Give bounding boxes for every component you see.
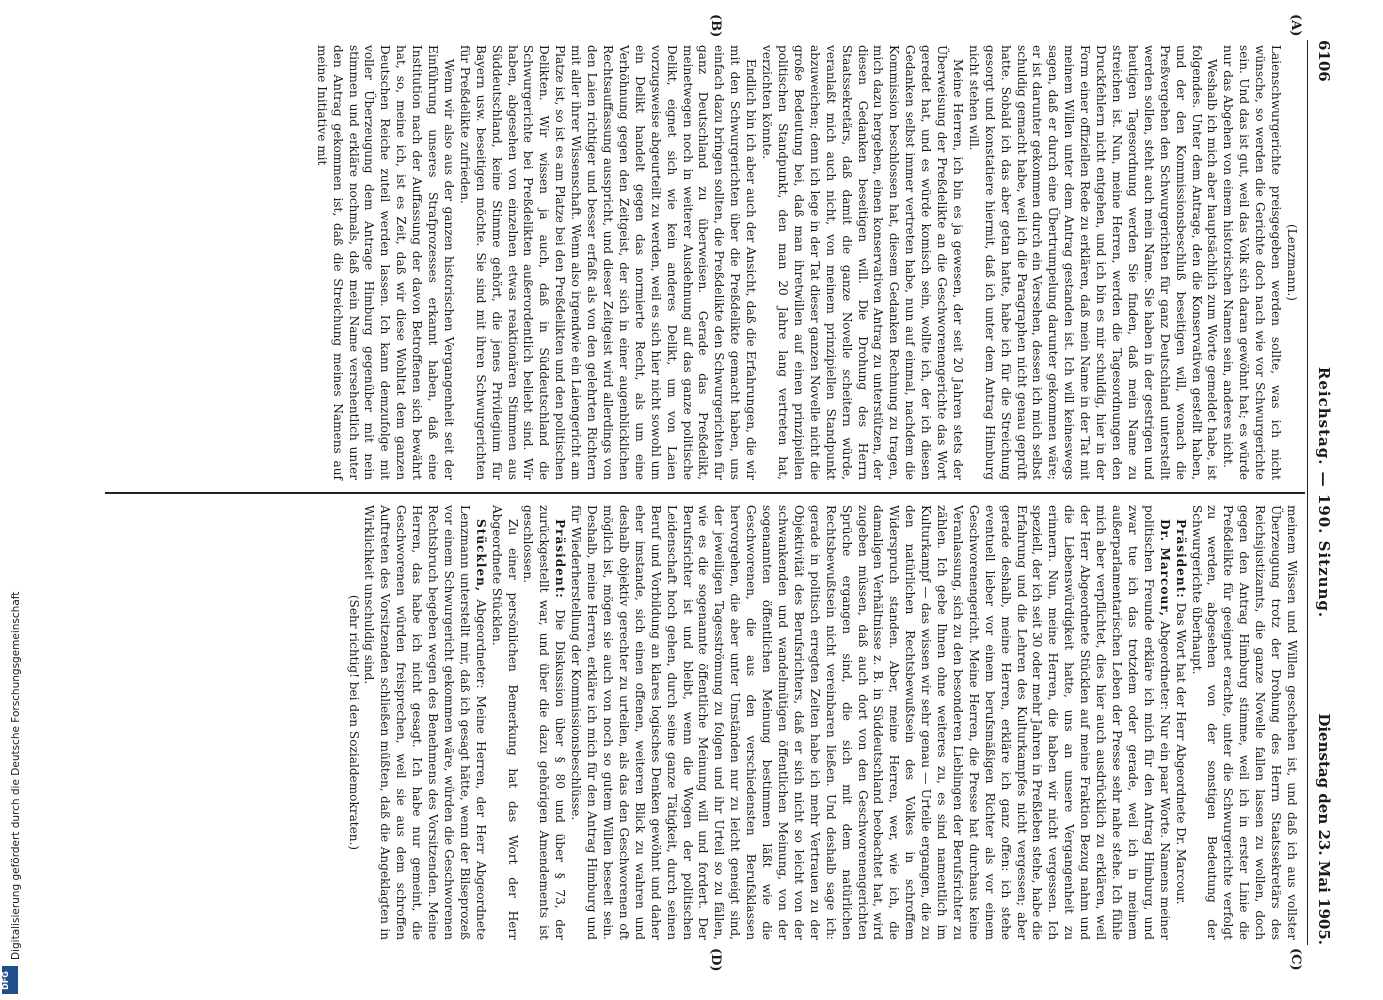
page-header — [1311, 40, 1333, 945]
paragraph: Laienschwurgerichte preisgegeben werden sollte, was ich nicht wünsche, so werden die Gerichte doch nach wie vor Schwurgerichte sein. Und das ist gut, weil das Volk sich daran gewöhnt hat; es würde nur das Abgehen von einem historischen Namen sein, anderes nicht. — [1221, 45, 1284, 480]
closing-remark: (Sehr richtig! bei den Sozialdemokraten.) — [346, 594, 361, 851]
speaker-label: Dr. Marcour, — [1157, 519, 1172, 617]
paragraph: Meine Herren, ich bin es ja gewesen, der seit 20 Jahren stets der Überweisung der Preßdelikte an die Geschworenengerichte das Wort geredet hat, und es würde komisch sein, wollte ich, der ich diesen Gedanken selbst immer vertreten habe, nun auf einmal, nachdem die Kommission beschlossen hat, diesem Gedanken Rechnung zu tragen, mich dazu hergeben, einen konservativen Antrag zu unterstützen, der diesen Gedanken beseitigen will. Die Drohung des Herrn Staatssekretärs, daß damit die ganze Novelle scheitern würde, veranlaßt mich auch nicht, von meinem prinzipiellen Standpunkt abzuweichen; denn ich lege in der Tat dieser ganzen Novelle nicht die große Bedeutung bei, daß man ihretwillen auf einen prinzipiellen politischen Standpunkt, den man 20 Jahre lang vertreten hat, verzichten könnte. — [760, 45, 965, 480]
paragraph: Endlich bin ich aber auch der Ansicht, daß die Erfahrungen, die wir mit den Schwurgerichten über die Preßdelikte gemacht haben, uns einfach dazu bringen sollten, die Preßdelikte den Schwurgerichten für ganz Deutschland zu überweisen. Gerade das Preßdelikt, meinetwegen noch in weiterer Ausdehnung auf das ganze politische Delikt, eignet sich wie kein anderes Delikt, um von Laien vorzugsweise abgeurteilt zu werden, weil es sich hier nicht sowohl um ein Delikt handelt gegen das normierte Recht, als um eine Verhöhnung gegen den Zeitgeist, der sich in einer augenblicklichen Rechtsauffassung ausspricht, und dieser Zeitgeist wird allerdings von den Laien richtiger und besser erfaßt als von den gelehrten Richtern mit aller ihrer Wissenschaft. Wenn also irgendwie ein Laiengericht am Platze ist, so ist es am Platze bei den Preßdelikten und den politischen Delikten. Wir wissen ja auch, daß in Süddeutschland die Schwurgerichte bei Preßdelikten außerordentlich beliebt sind. Wir haben, abgesehen von einzelnen etwas reaktionären Stimmen aus Süddeutschland, keine Stimme gehört, die jenes Privilegium für Bayern usw. beseitigen möchte. Sie sind mit ihren Schwurgerichten für Preßdelikte zufrieden. — [457, 45, 759, 480]
statement-text: Das Wort hat der Herr Abgeordnete Dr. Marcour. — [1173, 602, 1188, 905]
dfg-logo-text: DFG — [0, 971, 10, 990]
paragraph: Weshalb ich mich aber hauptsächlich zum Worte gemeldet habe, ist folgendes. Unter dem Antrage, den die Konservativen gestellt haben, und der den Kommissionsbeschluß beseitigen will, wonach die Preßvergehen den Schwurgerichten für ganz Deutschland unterstellt werden sollen, steht auch mein Name. Sie haben in der gestrigen und heutigen Tagesordnung werden Sie finden, daß mein Name zu streichen ist. Nun, meine Herren, werden die Tagesordnungen den Druckfehlern nicht entgehen, und ich bin es mir schuldig, hier in der Form einer offiziellen Rede zu erklären, daß mein Name in der Tat mit meinem Willen unter dem Antrag gestanden ist. Ich will keineswegs sagen, daß er durch eine Übertrumpelung darunter gekommen wäre; er ist darunter gekommen durch ein Versehen, dessen ich mich selbst schuldig gemacht habe, weil ich die Paragraphen nicht genau geprüft hatte. Sobald ich das aber getan hatte, habe ich für die Streichung gesorgt und konstatiere hiermit, daß ich unter dem Antrag Himburg nicht stehen will. — [966, 45, 1220, 480]
speaker-label: Präsident: — [553, 519, 568, 599]
left-column — [313, 45, 1299, 480]
right-column — [345, 505, 1299, 940]
speaker-label: Präsident: — [1173, 519, 1188, 599]
margin-marker-b: (B) — [708, 14, 723, 38]
digitization-credit: Digitalisierung gefördert durch die Deutsche Forschungsgemeinschaft — [10, 591, 22, 960]
margin-marker-c: (C) — [1288, 948, 1303, 971]
president-statement — [1172, 505, 1188, 940]
margin-marker-d: (D) — [708, 948, 723, 972]
speaker-tag: (Lenzmann.) — [1285, 224, 1299, 301]
statement-text: Abgeordneter: Meine Herren, der Herr Abgeordnete Lenzmann unterstellt mir, daß ich gesagt hätte, wenn der Bilseprozeß vor einem Schwurgericht gekommen wäre, würden die Geschworenen Rechtsbruch begeben wegen des Benehmens des Vorsitzenden. Meine Herren, das habe ich nicht gesagt. Ich habe nur gemeint, die Geschworenen würden freisprechen, weil sie aus dem schroffen Auftreten des Vorsitzenden schließen müßten, daß die Angeklagten in Wirklichkeit unschuldig sind. — [362, 505, 488, 940]
statement-text: Abgeordneter: Nur ein paar Worte. Namens meiner politischen Freunde erkläre ich mich für den Antrag Himburg, und zwar tue ich das trotzdem oder gerade, weil ich in meinem außerparlamentarischen Leben der Presse sehr nahe stehe. Ich fühle mich aber verpflichtet, dies hier auch ausdrücklich zu erklären, weil der Herr Abgeordnete Stücklen auf meine Fraktion Bezug nahm und die Liebenswürdigkeit hatte, uns an unsere Vergangenheit zu erinnern. Nun, meine Herren, die haben wir nicht vergessen. Ich speziell, der ich seit 30 oder mehr Jahren in Preßleben stehe, habe die Erfahrung und die Lehren des Kulturkampfes nicht vergessen; aber gerade deshalb, meine Herren, erkläre ich ganz offen: ich stehe eventuell lieber vor einem berufsmäßigen Richter als vor einem Geschworenengericht. Meine Herren, die Presse hat durchaus keine Veranlassung, sich zu den besonderen Lieblingen der Berufsrichter zu zählen. Ich gebe Ihnen ohne weiteres zu, es sind namentlich im Kulturkampf — das wissen wir sehr genau — Urteile ergangen, die zu den natürlichen Rechtsbewußtsein des Volkes in schroffem Widerspruch standen. Aber, meine Herren, wer, wie ich, die damaligen Verhältnisse z. B. in Süddeutschland beobachtet hat, wird zugeben müssen, daß auch dort von den Geschworenengerichten Sprüche ergangen sind, die sich mit dem natürlichen Rechtsbewußtsein nicht vereinbaren ließen. Und deshalb sage ich: gerade in politisch erregten Zeiten habe ich mehr Vertrauen zu der Objektivität des Berufsrichters, daß er sich nicht so leicht von der schwankenden und wandelmütigen öffentlichen Meinung, von der sogenannten öffentlichen Meinung bestimmen läßt wie die Geschworenen, die aus den verschiedensten Berufsklassen hervorgehen, die aber unter Umständen nur zu leicht geneigt sind, der jeweiligen Tagesströmung zu folgen und ihr Urteil so zu fällen, wie es die sogenannte öffentliche Meinung will und fordert. Der Berufsrichter ist und bleibt, wenn die Wogen der politischen Leidenschaft hoch gehen, durch seine ganze Tätigkeit, durch seinen Beruf und Vorbildung an klares logisches Denken gewöhnt und daher eher imstande, sich einen offenen, weiteren Blick zu wahren und deshalb objektiv gerechter zu urteilen, als das den Geschworenen oft möglich ist, mögen sie auch von noch so gutem Willen beseelt sein. Deshalb, meine Herren, erkläre ich mich für den Antrag Himburg und für Wiederherstellung der Kommissionsbeschlüsse. — [569, 505, 1172, 940]
page-number: 6106 — [1315, 40, 1333, 82]
dfg-logo — [2, 966, 18, 994]
column-divider — [105, 492, 1305, 494]
session-date: Dienstag den 23. Mai 1905. — [1315, 713, 1333, 945]
session-title: Reichstag. — 190. Sitzung. — [1315, 366, 1333, 619]
statement-text: Die Diskussion über § 80 und über § 73, der zurückgestellt war, und über die dazu gehörigen Amendements ist geschlossen. — [521, 505, 568, 940]
stuecklen-speech — [361, 505, 488, 940]
margin-marker-a: (A) — [1288, 14, 1303, 37]
speaker-label: Stücklen, — [473, 519, 488, 593]
marcour-speech — [567, 505, 1171, 940]
president-statement — [520, 505, 568, 940]
digitization-footer — [4, 0, 28, 1000]
paragraph: Wenn wir also aus der ganzen historischen Vergangenheit seit der Einführung unseres Strafprozesses erkannt haben, daß eine Institution nach der Auffassung der davon Betroffenen sich bewährt hat, so, meine ich, ist es Zeit, daß wir diese Wohltat dem ganzen Deutschen Reiche zuteil werden lassen. Ich kann demzufolge mit voller Überzeugung dem Antrage Himburg gegenüber mit nein stimmen und erkläre nochmals, daß mein Name versehentlich unter den Antrag gekommen ist, daß die Streichung meines Namens auf meine Initiative mit — [314, 45, 456, 480]
paragraph: meinem Wissen und Willen geschehen ist, und daß ich aus vollster Überzeugung trotz der Drohung des Herrn Staatssekretärs des Reichsjustizamts, die ganze Novelle fallen lassen zu wollen, doch gegen den Antrag Himburg stimme, weil ich in erster Linie die Preßdelikte für geeignet erachte, unter die Schwurgerichte verfolgt zu werden, abgesehen von der sonstigen Bedeutung der Schwurgerichte überhaupt. — [1189, 505, 1299, 940]
header-rule — [1307, 40, 1308, 945]
paragraph: Zu einer persönlichen Bemerkung hat das Wort der Herr Abgeordnete Stücklen. — [489, 505, 520, 940]
